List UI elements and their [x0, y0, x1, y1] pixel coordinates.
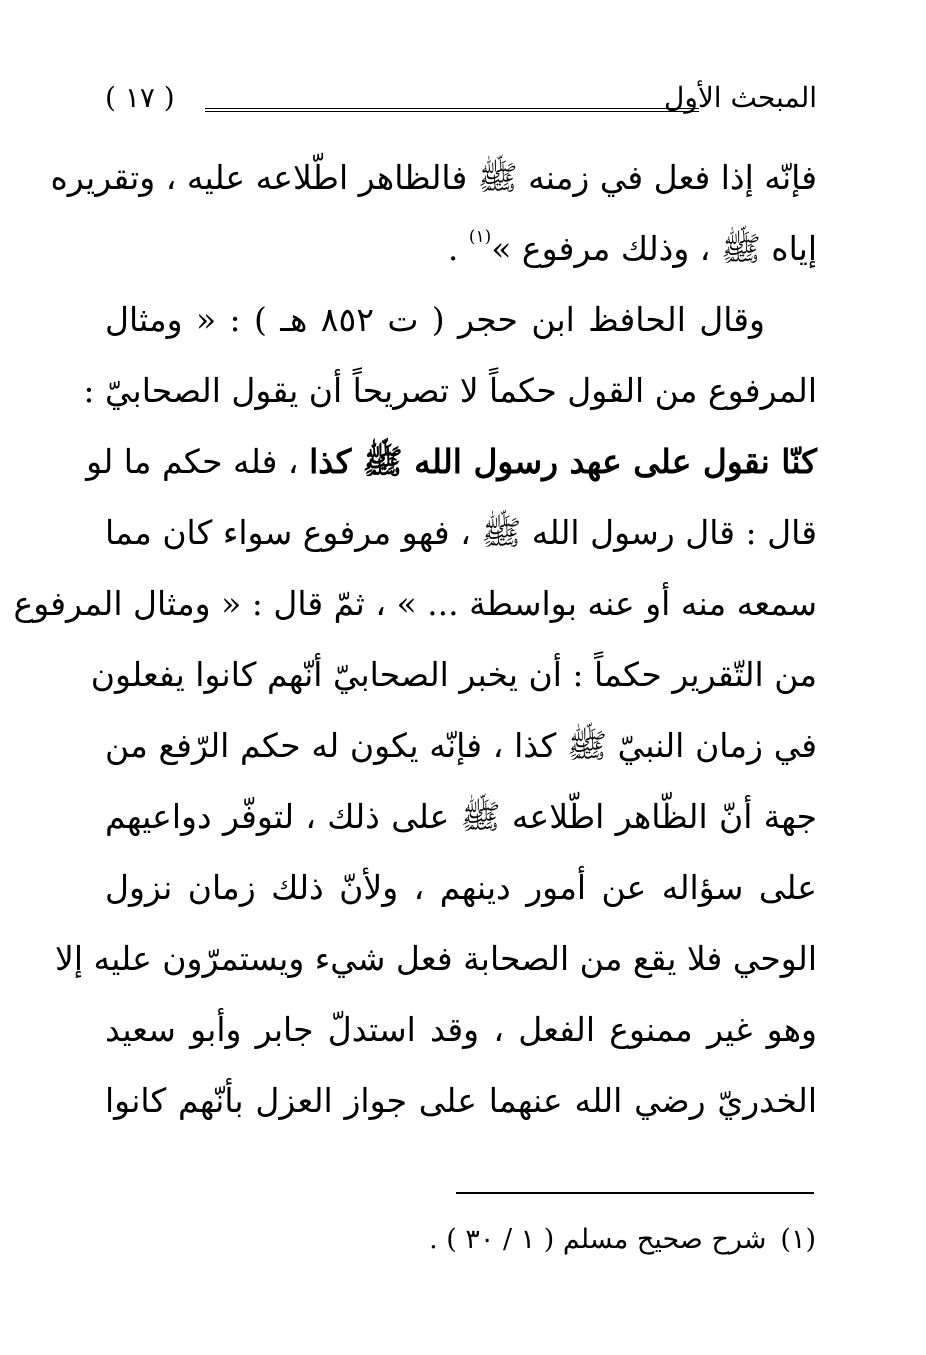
header-rule — [205, 108, 699, 112]
text-line-5-rest: ، فله حكم ما لو — [86, 442, 299, 481]
text-line-7: سمعه منه أو عنه بواسطة ... » ، ثمّ قال : « ومثال المرفوع — [13, 584, 817, 623]
footnote-separator — [456, 1192, 814, 1194]
text-line-3: وقال الحافظ ابن حجر ( ت ٨٥٢ هـ ) : « ومثال — [105, 300, 765, 339]
text-line-9: في زمان النبيّ ﷺ كذا ، فإنّه يكون له حكم الرّفع من — [105, 726, 817, 765]
page-header — [105, 70, 817, 124]
footnote-number: (١) — [780, 1224, 816, 1255]
text-line-2 — [105, 213, 817, 284]
text-line-11: على سؤاله عن أمور دينهم ، ولأنّ ذلك زمان نزول — [105, 868, 817, 907]
text-line-2-end: . — [447, 229, 459, 268]
text-line-5 — [86, 426, 817, 497]
chapter-title: المبحث الأول — [663, 81, 817, 114]
body-text — [13, 142, 817, 1136]
text-line-8: من التّقرير حكماً : أن يخبر الصحابيّ أنّهم كانوا يفعلون — [90, 655, 817, 694]
text-line-10: جهة أنّ الظّاهر اطّلاعه ﷺ على ذلك ، لتوفّر دواعيهم — [105, 797, 817, 836]
text-line-6: قال : قال رسول الله ﷺ ، فهو مرفوع سواء كان مما — [105, 513, 817, 552]
page-number: ( ١٧ ) — [105, 81, 175, 114]
text-line-4: المرفوع من القول حكماً لا تصريحاً أن يقول الصحابيّ : — [83, 371, 817, 410]
footnote — [429, 1220, 816, 1260]
footnote-reference: (١) — [468, 227, 492, 247]
quoted-phrase: كنّا نقول على عهد رسول الله ﷺ كذا — [309, 442, 817, 481]
text-line-1: فإنّه إذا فعل في زمنه ﷺ فالظاهر اطّلاعه عليه ، وتقريره — [50, 158, 817, 197]
text-line-14: الخدريّ رضي الله عنهما على جواز العزل بأنّهم كانوا — [105, 1081, 817, 1120]
text-line-12: الوحي فلا يقع من الصحابة فعل شيء ويستمرّون عليه إلا — [55, 939, 817, 978]
text-line-2-content: إياه ﷺ ، وذلك مرفوع » — [491, 229, 817, 268]
footnote-text: شرح صحيح مسلم ( ١ / ٣٠ ) . — [429, 1224, 767, 1255]
text-line-13: وهو غير ممنوع الفعل ، وقد استدلّ جابر وأبو سعيد — [105, 1010, 817, 1049]
